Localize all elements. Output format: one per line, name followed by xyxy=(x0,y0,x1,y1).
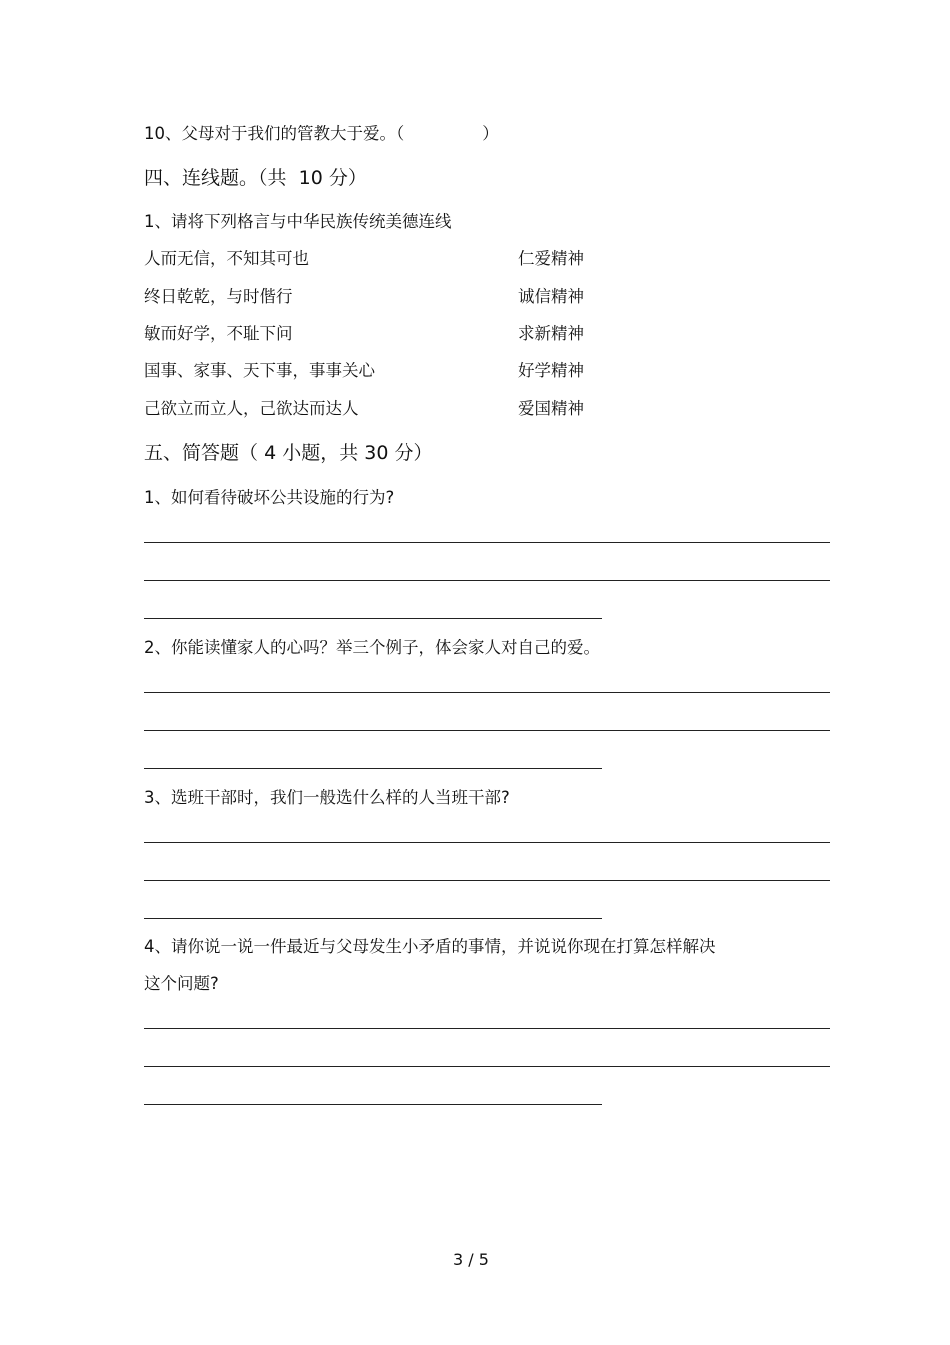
answer-line[interactable] xyxy=(144,1104,602,1105)
virtue-right-4[interactable]: 好学精神 xyxy=(518,361,584,380)
maxim-left-1[interactable]: 人而无信，不知其可也 xyxy=(144,249,309,268)
answer-line[interactable] xyxy=(144,1066,830,1067)
section-4-question-1: 1、请将下列格言与中华民族传统美德连线 xyxy=(144,212,452,231)
short-answer-question-4: 4、请你说一说一件最近与父母发生小矛盾的事情，并说说你现在打算怎样解决 xyxy=(144,937,716,956)
section-4-score: 10 xyxy=(298,167,323,189)
answer-line[interactable] xyxy=(144,768,602,769)
short-answer-question-2: 2、你能读懂家人的心吗？举三个例子，体会家人对自己的爱。 xyxy=(144,638,600,657)
short-answer-question-4-continued: 这个问题? xyxy=(144,974,219,993)
short-answer-question-3: 3、选班干部时，我们一般选什么样的人当班干部? xyxy=(144,788,510,807)
maxim-left-4[interactable]: 国事、家事、天下事，事事关心 xyxy=(144,361,375,380)
maxim-left-5[interactable]: 己欲立而立人，己欲达而达人 xyxy=(144,399,359,418)
page-number xyxy=(453,1252,489,1268)
answer-line[interactable] xyxy=(144,842,830,843)
short-answer-question-1: 1、如何看待破坏公共设施的行为? xyxy=(144,488,395,507)
page-total: 5 xyxy=(478,1250,489,1269)
maxim-left-3[interactable]: 敏而好学，不耻下问 xyxy=(144,324,293,343)
answer-line[interactable] xyxy=(144,918,602,919)
page-current: 3 xyxy=(453,1250,464,1269)
section-5-count: 4 xyxy=(264,442,277,464)
virtue-right-1[interactable]: 仁爱精神 xyxy=(518,249,584,268)
virtue-right-2[interactable]: 诚信精神 xyxy=(518,287,584,306)
virtue-right-5[interactable]: 爱国精神 xyxy=(518,399,584,418)
answer-line[interactable] xyxy=(144,580,830,581)
answer-line[interactable] xyxy=(144,880,830,881)
page-separator: / xyxy=(468,1250,474,1269)
section-5-unit: 分） xyxy=(394,442,433,464)
section-4-heading xyxy=(144,169,367,188)
answer-line[interactable] xyxy=(144,542,830,543)
virtue-right-3[interactable]: 求新精神 xyxy=(518,324,584,343)
section-4-unit: 分） xyxy=(328,167,367,189)
answer-line[interactable] xyxy=(144,692,830,693)
maxim-left-2[interactable]: 终日乾乾，与时偕行 xyxy=(144,287,293,306)
answer-line[interactable] xyxy=(144,730,830,731)
section-5-mid: 小题，共 xyxy=(282,442,359,464)
section-5-title: 五、简答题（ xyxy=(144,442,259,464)
question-10-text: 10、父母对于我们的管教大于爱。（ xyxy=(144,124,405,143)
section-4-title: 四、连线题。（共 xyxy=(144,167,287,189)
question-10-close: ） xyxy=(482,124,499,143)
question-10 xyxy=(144,126,499,143)
answer-line[interactable] xyxy=(144,1028,830,1029)
section-5-score: 30 xyxy=(364,442,389,464)
answer-line[interactable] xyxy=(144,618,602,619)
section-5-heading xyxy=(144,444,433,463)
